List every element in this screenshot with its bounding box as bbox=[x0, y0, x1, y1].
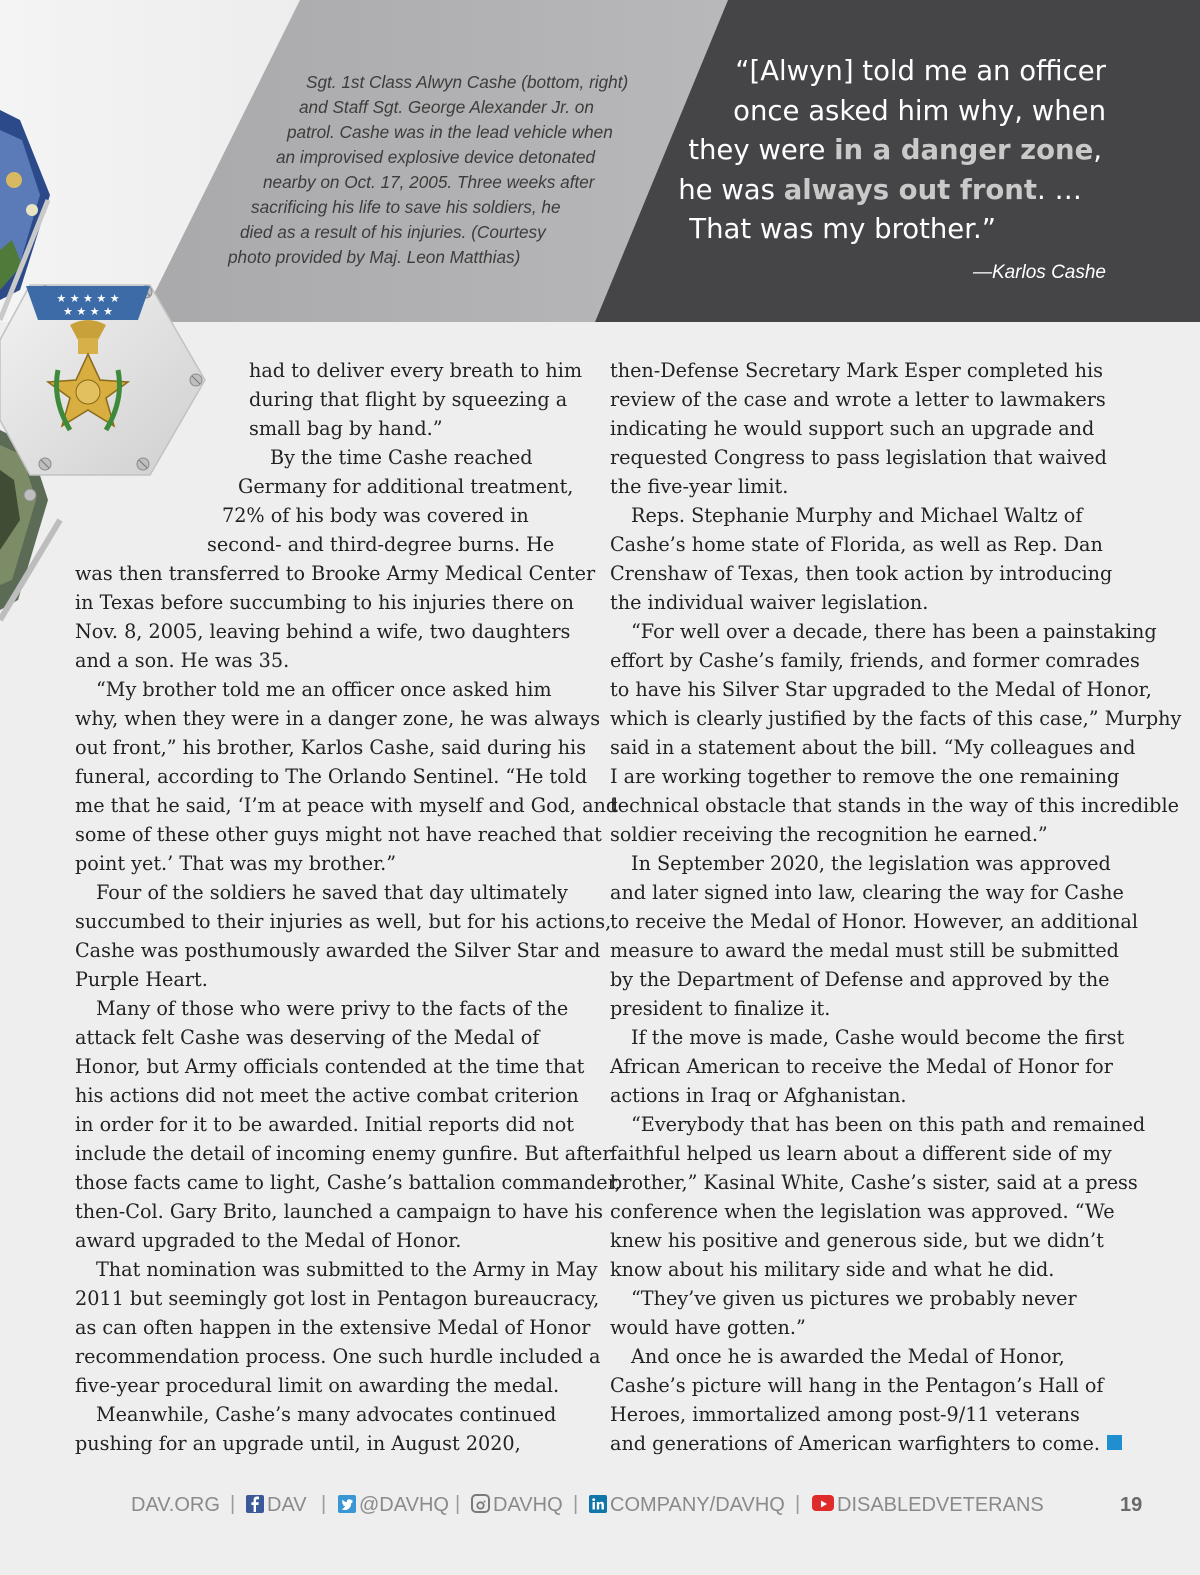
text-line: which is clearly justified by the facts of this case,” Murphy bbox=[610, 707, 1182, 730]
text-line: Cashe was posthumously awarded the Silver Star and bbox=[75, 939, 601, 962]
facebook-link[interactable] bbox=[246, 1494, 307, 1517]
text-line: Many of those who were privy to the facts of the bbox=[96, 997, 569, 1020]
text-line: know about his military side and what he did. bbox=[610, 1258, 1055, 1281]
text-line: would have gotten.” bbox=[610, 1316, 806, 1339]
facebook-handle: DAV bbox=[267, 1494, 307, 1516]
text-line: measure to award the medal must still be submitted bbox=[610, 939, 1119, 962]
caption-line: died as a result of his injuries. (Courtesy bbox=[240, 222, 546, 242]
text-line: technical obstacle that stands in the way of this incredible bbox=[610, 794, 1179, 817]
text-line: “My brother told me an officer once asked him bbox=[96, 678, 552, 701]
twitter-link[interactable] bbox=[338, 1494, 449, 1517]
text-line: “For well over a decade, there has been a painstaking bbox=[631, 620, 1157, 643]
text-line: And once he is awarded the Medal of Honor, bbox=[631, 1345, 1065, 1368]
caption-line: photo provided by Maj. Leon Matthias) bbox=[228, 247, 521, 267]
footer-separator: | bbox=[573, 1493, 579, 1515]
quote-attribution: —Karlos Cashe bbox=[972, 262, 1106, 283]
text-line: and generations of American warfighters to come. bbox=[610, 1432, 1100, 1455]
article-column-left bbox=[75, 356, 621, 1458]
caption-line: and Staff Sgt. George Alexander Jr. on bbox=[299, 97, 594, 117]
text-line: small bag by hand.” bbox=[249, 417, 443, 440]
text-line: Crenshaw of Texas, then took action by introducing bbox=[610, 562, 1113, 585]
caption-line: Sgt. 1st Class Alwyn Cashe (bottom, right) bbox=[306, 72, 629, 92]
text-line: succumbed to their injuries as well, but for his actions, bbox=[75, 910, 612, 933]
text-line: then-Col. Gary Brito, launched a campaign to have his bbox=[75, 1200, 604, 1223]
text-line: second- and third-degree burns. He bbox=[207, 533, 555, 556]
text-line: award upgraded to the Medal of Honor. bbox=[75, 1229, 462, 1252]
quote-line: once asked him why, when bbox=[733, 94, 1106, 127]
caption-line: sacrificing his life to save his soldiers, he bbox=[251, 197, 561, 217]
text-line: to receive the Medal of Honor. However, an additional bbox=[610, 910, 1139, 933]
text-line: why, when they were in a danger zone, he was always bbox=[75, 707, 601, 730]
text-line: funeral, according to The Orlando Sentinel. “He told bbox=[75, 765, 588, 788]
text-line: review of the case and wrote a letter to lawmakers bbox=[610, 388, 1106, 411]
quote-line bbox=[660, 131, 1110, 171]
text-line: president to finalize it. bbox=[610, 997, 831, 1020]
text-line: African American to receive the Medal of Honor for bbox=[610, 1055, 1113, 1078]
facebook-icon bbox=[246, 1495, 264, 1513]
text-line: Honor, but Army officials contended at the time that bbox=[75, 1055, 585, 1078]
text-line: Heroes, immortalized among post-9/11 veterans bbox=[610, 1403, 1080, 1426]
text-line: attack felt Cashe was deserving of the Medal of bbox=[75, 1026, 540, 1049]
instagram-handle: DAVHQ bbox=[493, 1494, 563, 1516]
quote-text: , bbox=[1093, 134, 1102, 166]
text-line: indicating he would support such an upgrade and bbox=[610, 417, 1095, 440]
text-line: the five-year limit. bbox=[610, 475, 789, 498]
medal-ribbon bbox=[26, 286, 150, 320]
footer-separator: | bbox=[795, 1493, 801, 1515]
footer bbox=[0, 1490, 1200, 1522]
text-line: as can often happen in the extensive Medal of Honor bbox=[75, 1316, 591, 1339]
text-line: knew his positive and generous side, but we didn’t bbox=[610, 1229, 1104, 1252]
svg-text:★ ★ ★ ★: ★ ★ ★ ★ bbox=[63, 305, 113, 318]
text-line: effort by Cashe’s family, friends, and former comrades bbox=[610, 649, 1140, 672]
text-line: and a son. He was 35. bbox=[75, 649, 290, 672]
text-line: That nomination was submitted to the Army in May bbox=[96, 1258, 598, 1281]
text-line: those facts came to light, Cashe’s battalion commander, bbox=[75, 1171, 621, 1194]
article-column-right bbox=[610, 356, 1182, 1458]
twitter-handle: @DAVHQ bbox=[359, 1494, 449, 1516]
text-line: Meanwhile, Cashe’s many advocates continued bbox=[96, 1403, 557, 1426]
quote-highlight: in a danger zone bbox=[834, 134, 1094, 166]
text-line: in Texas before succumbing to his injuries there on bbox=[75, 591, 574, 614]
end-of-article-mark bbox=[1107, 1435, 1122, 1450]
text-line: faithful helped us learn about a different side of my bbox=[610, 1142, 1112, 1165]
text-line: point yet.’ That was my brother.” bbox=[75, 852, 397, 875]
quote-text: they were bbox=[688, 134, 835, 166]
text-line: by the Department of Defense and approved by the bbox=[610, 968, 1110, 991]
twitter-icon bbox=[338, 1495, 356, 1513]
text-line: If the move is made, Cashe would become the first bbox=[631, 1026, 1125, 1049]
photo-caption bbox=[222, 70, 652, 270]
text-line: me that he said, ‘I’m at peace with myself and God, and bbox=[75, 794, 619, 817]
text-line: Four of the soldiers he saved that day ultimately bbox=[96, 881, 568, 904]
text-line: said in a statement about the bill. “My colleagues and bbox=[610, 736, 1136, 759]
text-line: in order for it to be awarded. Initial reports did not bbox=[75, 1113, 574, 1136]
youtube-handle: DISABLEDVETERANS bbox=[837, 1494, 1044, 1516]
text-line: 2011 but seemingly got lost in Pentagon bureaucracy, bbox=[75, 1287, 600, 1310]
text-line: brother,” Kasinal White, Cashe’s sister, said at a press bbox=[610, 1171, 1138, 1194]
text-line: In September 2020, the legislation was approved bbox=[631, 852, 1111, 875]
quote-line bbox=[660, 171, 1110, 211]
quote-text: he was bbox=[678, 173, 784, 206]
text-line: five-year procedural limit on awarding the medal. bbox=[75, 1374, 560, 1397]
youtube-icon bbox=[812, 1495, 834, 1511]
text-line: the individual waiver legislation. bbox=[610, 591, 929, 614]
quote-line: “[Alwyn] told me an officer bbox=[735, 55, 1106, 87]
site-link[interactable]: DAV.ORG bbox=[131, 1494, 220, 1516]
text-line: to have his Silver Star upgraded to the Medal of Honor, bbox=[610, 678, 1152, 701]
text-line: soldier receiving the recognition he earned.” bbox=[610, 823, 1048, 846]
pull-quote bbox=[660, 52, 1110, 250]
footer-separator: | bbox=[230, 1493, 236, 1515]
text-line: 72% of his body was covered in bbox=[222, 504, 529, 527]
text-line: had to deliver every breath to him bbox=[249, 359, 583, 382]
text-line: requested Congress to pass legislation that waived bbox=[610, 446, 1107, 469]
text-line: and later signed into law, clearing the way for Cashe bbox=[610, 881, 1124, 904]
caption-line: nearby on Oct. 17, 2005. Three weeks after bbox=[263, 172, 595, 192]
quote-highlight: always out front bbox=[783, 173, 1038, 206]
text-line: Cashe’s home state of Florida, as well as Rep. Dan bbox=[610, 533, 1103, 556]
text-line: “Everybody that has been on this path and remained bbox=[631, 1113, 1146, 1136]
text-line: then-Defense Secretary Mark Esper completed his bbox=[610, 359, 1103, 382]
youtube-link[interactable] bbox=[812, 1494, 1044, 1517]
svg-text:★ ★ ★ ★ ★: ★ ★ ★ ★ ★ bbox=[56, 292, 120, 305]
text-line: Nov. 8, 2005, leaving behind a wife, two daughters bbox=[75, 620, 571, 643]
text-line: his actions did not meet the active combat criterion bbox=[75, 1084, 579, 1107]
text-line: was then transferred to Brooke Army Medical Center bbox=[75, 562, 596, 585]
text-line: By the time Cashe reached bbox=[270, 446, 533, 469]
text-line: “They’ve given us pictures we probably never bbox=[631, 1287, 1077, 1310]
text-line: conference when the legislation was approved. “We bbox=[610, 1200, 1115, 1223]
footer-separator: | bbox=[455, 1493, 461, 1515]
text-line: Purple Heart. bbox=[75, 968, 208, 991]
quote-text: . … bbox=[1037, 173, 1082, 206]
page-number: 19 bbox=[1120, 1494, 1143, 1516]
caption-line: an improvised explosive device detonated bbox=[276, 147, 596, 167]
instagram-link[interactable] bbox=[471, 1494, 563, 1517]
footer-separator: | bbox=[321, 1493, 327, 1515]
text-line: Germany for additional treatment, bbox=[238, 475, 574, 498]
text-line: Reps. Stephanie Murphy and Michael Waltz of bbox=[631, 504, 1083, 527]
linkedin-icon bbox=[589, 1495, 607, 1513]
text-line-final bbox=[610, 1429, 1140, 1458]
text-line: Cashe’s picture will hang in the Pentagon’s Hall of bbox=[610, 1374, 1104, 1397]
text-line: actions in Iraq or Afghanistan. bbox=[610, 1084, 907, 1107]
text-line: include the detail of incoming enemy gunfire. But after bbox=[75, 1142, 612, 1165]
photo-fragment-top bbox=[0, 110, 50, 300]
text-line: during that flight by squeezing a bbox=[249, 388, 568, 411]
linkedin-link[interactable] bbox=[589, 1494, 785, 1517]
text-line: pushing for an upgrade until, in August 2020, bbox=[75, 1432, 521, 1455]
quote-line: That was my brother.” bbox=[689, 213, 996, 245]
text-line: out front,” his brother, Karlos Cashe, said during his bbox=[75, 736, 587, 759]
text-line: I are working together to remove the one remaining bbox=[610, 765, 1120, 788]
linkedin-handle: COMPANY/DAVHQ bbox=[610, 1494, 785, 1516]
caption-line: patrol. Cashe was in the lead vehicle when bbox=[287, 122, 613, 142]
text-line: recommendation process. One such hurdle included a bbox=[75, 1345, 601, 1368]
text-line: some of these other guys might not have reached that bbox=[75, 823, 602, 846]
instagram-icon bbox=[471, 1494, 490, 1513]
